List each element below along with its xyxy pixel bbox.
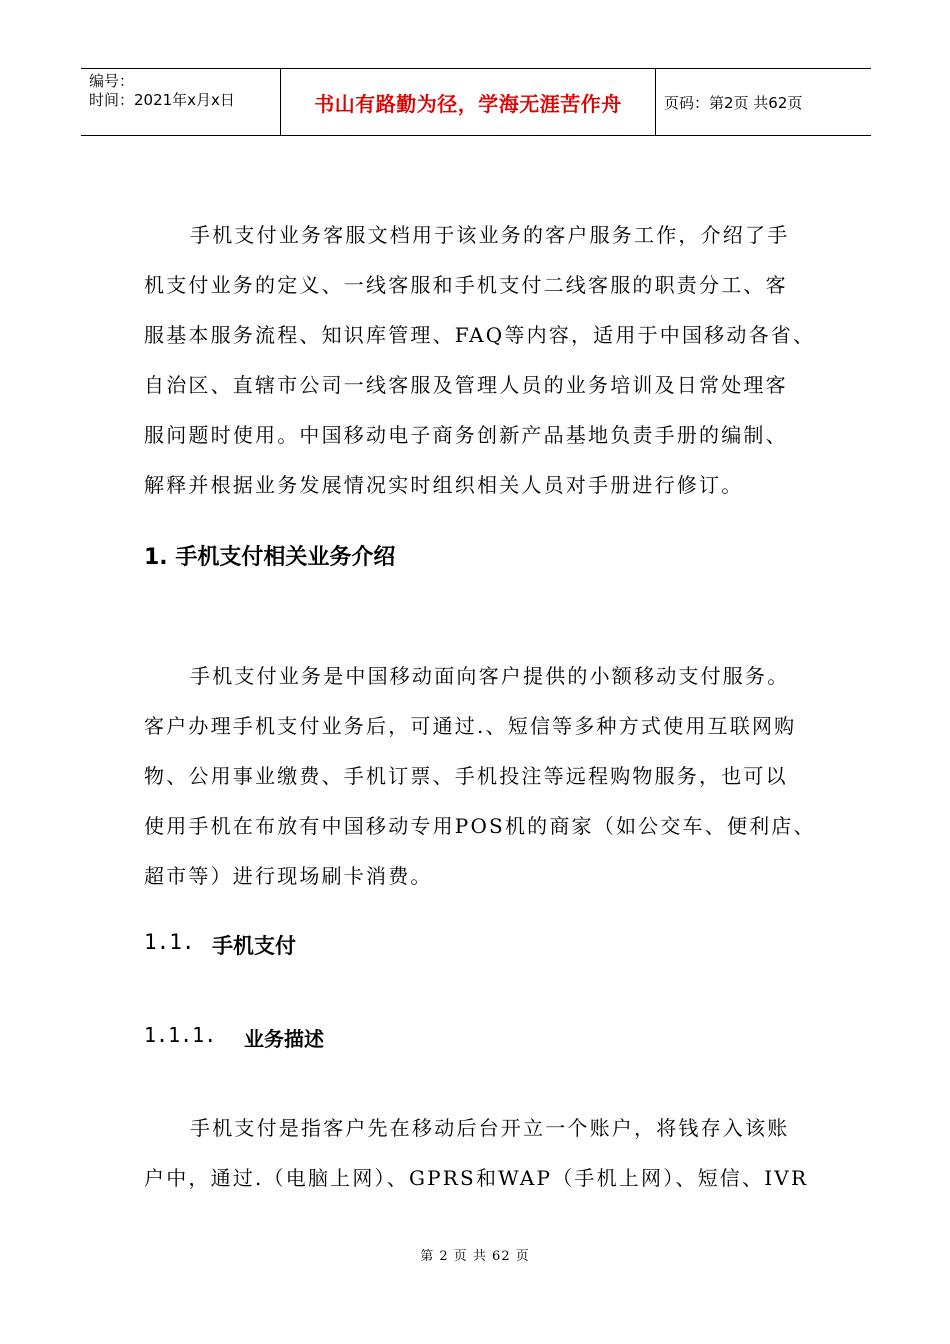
section-1-1-number: 1.1. — [144, 930, 195, 954]
document-number-label: 编号： — [89, 72, 135, 90]
intro-line: 服基本服务流程、知识库管理、FAQ等内容，适用于中国移动各省、 — [144, 323, 816, 347]
section-1-paragraph — [144, 651, 844, 901]
intro-paragraph — [144, 210, 834, 510]
header-motto: 书山有路勤为径，学海无涯苦作舟 — [314, 91, 622, 116]
document-date: 时间：2021年x月x日 — [89, 91, 235, 109]
section-1-1-1-title: 业务描述 — [244, 1027, 324, 1051]
section-1-1-1-number: 1.1.1. — [144, 1023, 217, 1047]
section-1-heading: 1. 手机支付相关业务介绍 — [144, 545, 396, 570]
page-header — [81, 68, 871, 136]
section-1-1-1-heading — [144, 1023, 324, 1052]
header-page-info: 页码：第2页 共62页 — [664, 93, 803, 112]
section-1-line: 物、公用事业缴费、手机订票、手机投注等远程购物服务，也可以 — [144, 764, 788, 788]
intro-line: 解释并根据业务发展情况实时组织相关人员对手册进行修订。 — [144, 473, 744, 497]
section-1-1-title: 手机支付 — [212, 933, 296, 958]
section-1-1-1-line: 户中，通过.（电脑上网）、GPRS和WAP（手机上网）、短信、IVR — [144, 1166, 809, 1190]
intro-line: 机支付业务的定义、一线客服和手机支付二线客服的职责分工、客 — [144, 273, 788, 297]
section-1-line: 使用手机在布放有中国移动专用POS机的商家（如公交车、便利店、 — [144, 814, 816, 838]
page-footer: 第 2 页 共 62 页 — [420, 1249, 530, 1264]
intro-line: 服问题时使用。中国移动电子商务创新产品基地负责手册的编制、 — [144, 423, 788, 447]
section-1-line: 客户办理手机支付业务后，可通过.、短信等多种方式使用互联网购 — [144, 714, 797, 738]
section-1-line: 超市等）进行现场刷卡消费。 — [144, 864, 433, 888]
section-1-line: 手机支付业务是中国移动面向客户提供的小额移动支付服务。 — [190, 664, 790, 688]
section-1-1-1-line: 手机支付是指客户先在移动后台开立一个账户，将钱存入该账 — [190, 1116, 790, 1140]
intro-line: 自治区、直辖市公司一线客服及管理人员的业务培训及日常处理客 — [144, 373, 788, 397]
section-1-1-heading — [144, 930, 296, 960]
intro-line: 手机支付业务客服文档用于该业务的客户服务工作，介绍了手 — [190, 223, 790, 247]
header-meta — [81, 69, 281, 135]
section-1-1-1-paragraph — [144, 1103, 844, 1203]
header-motto-cell — [281, 69, 656, 135]
